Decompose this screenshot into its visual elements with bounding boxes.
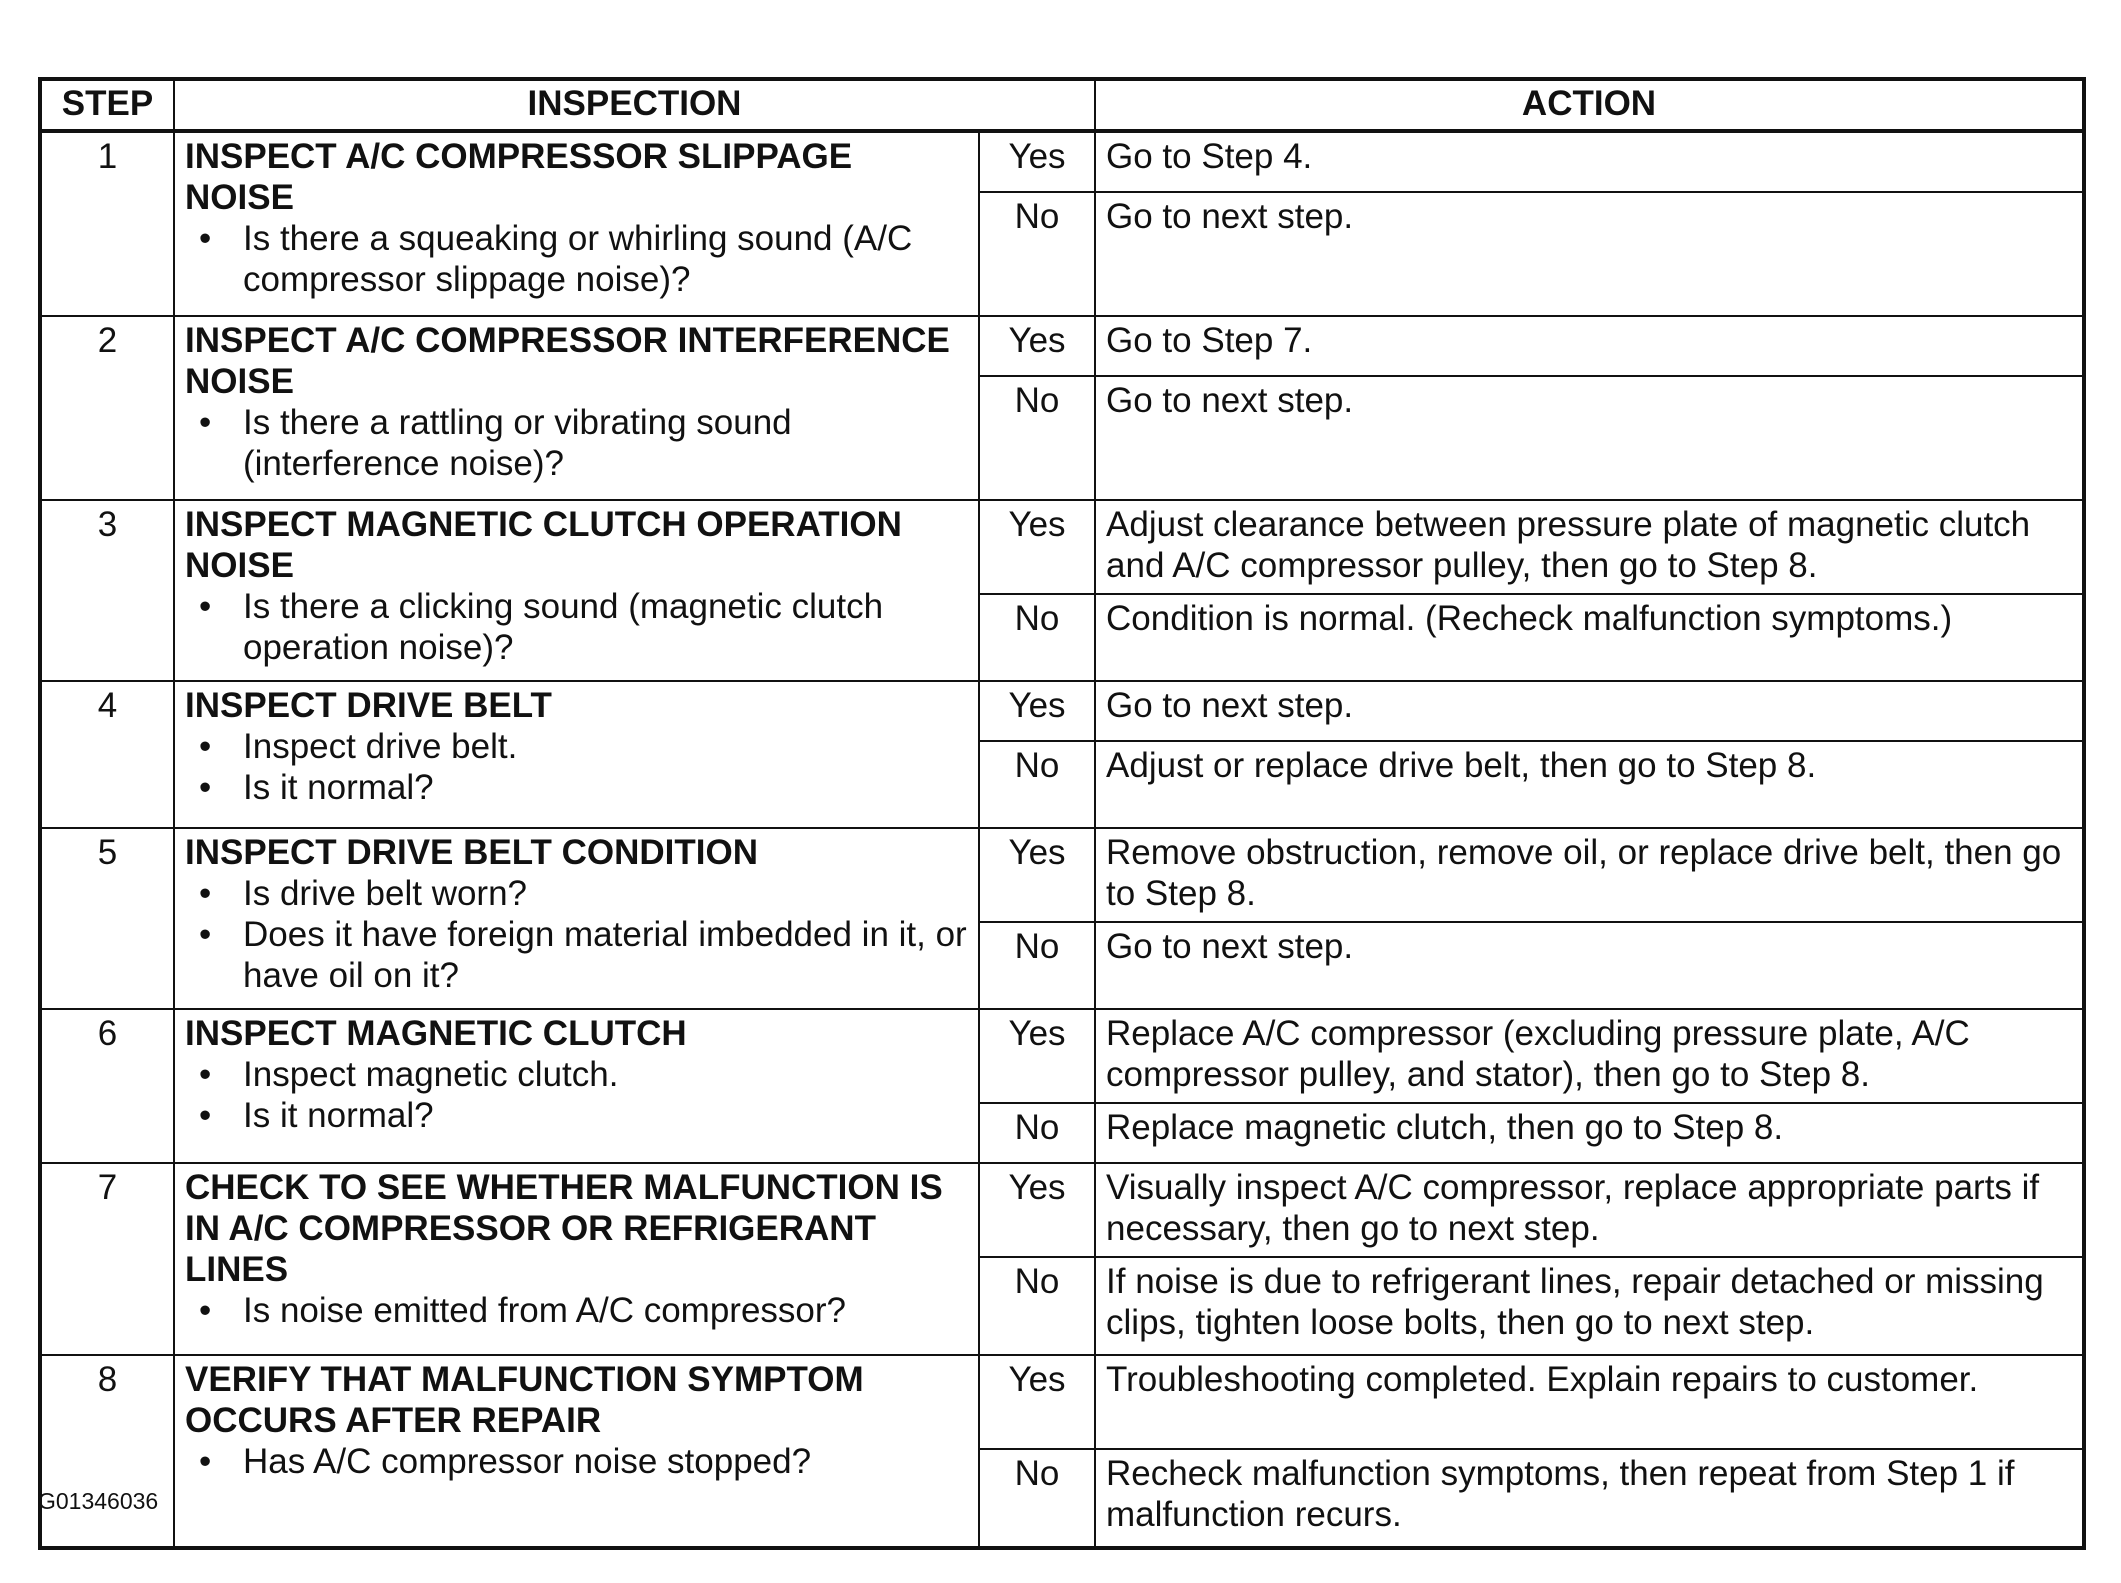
diagnostic-table xyxy=(38,77,2086,1550)
no-action: Go to next step. xyxy=(1095,192,2084,316)
bullet-icon: • xyxy=(199,915,212,954)
inspection-bullet xyxy=(185,1054,968,1095)
inspection-bullet xyxy=(185,767,968,808)
inspection-bullet xyxy=(185,1441,968,1482)
bullet-text: Inspect magnetic clutch. xyxy=(243,1055,619,1094)
yes-action: Adjust clearance between pressure plate of magnetic clutch and A/C compressor pulley, then go to Step 8. xyxy=(1095,500,2084,594)
inspection-title: INSPECT DRIVE BELT xyxy=(185,686,552,725)
yes-label: Yes xyxy=(979,316,1095,376)
inspection-cell xyxy=(174,131,979,316)
no-action: Adjust or replace drive belt, then go to Step 8. xyxy=(1095,741,2084,828)
no-action: If noise is due to refrigerant lines, repair detached or missing clips, tighten loose bolts, then go to next step. xyxy=(1095,1257,2084,1355)
yes-label: Yes xyxy=(979,1355,1095,1449)
step-number: 7 xyxy=(40,1163,174,1355)
inspection-bullet xyxy=(185,726,968,767)
table-row xyxy=(40,1009,2084,1103)
bullet-icon: • xyxy=(199,219,212,258)
table-row xyxy=(40,828,2084,922)
inspection-bullet xyxy=(185,914,968,996)
inspection-title: INSPECT DRIVE BELT CONDITION xyxy=(185,833,758,872)
no-label: No xyxy=(979,1103,1095,1163)
no-action: Condition is normal. (Recheck malfunction symptoms.) xyxy=(1095,594,2084,681)
inspection-bullets xyxy=(185,586,968,668)
yes-action: Visually inspect A/C compressor, replace appropriate parts if necessary, then go to next step. xyxy=(1095,1163,2084,1257)
bullet-text: Inspect drive belt. xyxy=(243,727,518,766)
inspection-bullets xyxy=(185,1290,968,1331)
no-label: No xyxy=(979,1449,1095,1548)
no-label: No xyxy=(979,741,1095,828)
table-row xyxy=(40,1163,2084,1257)
inspection-bullet xyxy=(185,1290,968,1331)
yes-action: Go to Step 7. xyxy=(1095,316,2084,376)
bullet-icon: • xyxy=(199,768,212,807)
step-number: 1 xyxy=(40,131,174,316)
bullet-text: Is it normal? xyxy=(243,1096,434,1135)
inspection-title: INSPECT A/C COMPRESSOR INTERFERENCE NOISE xyxy=(185,321,950,401)
step-number: 2 xyxy=(40,316,174,500)
no-action: Replace magnetic clutch, then go to Step 8. xyxy=(1095,1103,2084,1163)
no-action: Go to next step. xyxy=(1095,922,2084,1009)
table-body xyxy=(40,131,2084,1548)
step-number: 8 xyxy=(40,1355,174,1548)
inspection-bullet xyxy=(185,218,968,300)
yes-label: Yes xyxy=(979,681,1095,741)
inspection-cell xyxy=(174,1163,979,1355)
bullet-text: Does it have foreign material imbedded in it, or have oil on it? xyxy=(243,915,967,995)
bullet-text: Is there a clicking sound (magnetic clutch operation noise)? xyxy=(243,587,884,667)
inspection-bullets xyxy=(185,726,968,808)
no-label: No xyxy=(979,376,1095,500)
inspection-cell xyxy=(174,828,979,1009)
inspection-cell xyxy=(174,1355,979,1548)
inspection-bullet xyxy=(185,402,968,484)
yes-action: Replace A/C compressor (excluding pressure plate, A/C compressor pulley, and stator), then go to Step 8. xyxy=(1095,1009,2084,1103)
yes-action: Go to Step 4. xyxy=(1095,131,2084,192)
table-row xyxy=(40,1355,2084,1449)
yes-label: Yes xyxy=(979,828,1095,922)
table-row xyxy=(40,681,2084,741)
yes-action: Go to next step. xyxy=(1095,681,2084,741)
bullet-text: Is drive belt worn? xyxy=(243,874,528,913)
step-header: STEP xyxy=(40,79,174,131)
inspection-bullet xyxy=(185,1095,968,1136)
bullet-icon: • xyxy=(199,1291,212,1330)
inspection-cell xyxy=(174,500,979,681)
no-action: Go to next step. xyxy=(1095,376,2084,500)
bullet-icon: • xyxy=(199,587,212,626)
bullet-text: Is it normal? xyxy=(243,768,434,807)
yes-label: Yes xyxy=(979,1009,1095,1103)
inspection-title: CHECK TO SEE WHETHER MALFUNCTION IS IN A/C COMPRESSOR OR REFRIGERANT LINES xyxy=(185,1168,943,1289)
bullet-icon: • xyxy=(199,403,212,442)
bullet-icon: • xyxy=(199,727,212,766)
table-row xyxy=(40,131,2084,192)
inspection-bullet xyxy=(185,586,968,668)
bullet-text: Is there a rattling or vibrating sound (interference noise)? xyxy=(243,403,792,483)
table-row xyxy=(40,500,2084,594)
bullet-icon: • xyxy=(199,1442,212,1481)
no-label: No xyxy=(979,594,1095,681)
header-row xyxy=(40,79,2084,131)
bullet-icon: • xyxy=(199,1055,212,1094)
no-label: No xyxy=(979,192,1095,316)
no-label: No xyxy=(979,922,1095,1009)
inspection-bullet xyxy=(185,873,968,914)
inspection-cell xyxy=(174,316,979,500)
inspection-title: INSPECT A/C COMPRESSOR SLIPPAGE NOISE xyxy=(185,137,853,217)
no-label: No xyxy=(979,1257,1095,1355)
action-header: ACTION xyxy=(1095,79,2084,131)
yes-label: Yes xyxy=(979,500,1095,594)
no-action: Recheck malfunction symptoms, then repeat from Step 1 if malfunction recurs. xyxy=(1095,1449,2084,1548)
step-number: 6 xyxy=(40,1009,174,1163)
inspection-bullets xyxy=(185,218,968,300)
step-number: 4 xyxy=(40,681,174,828)
yes-action: Troubleshooting completed. Explain repairs to customer. xyxy=(1095,1355,2084,1449)
inspection-header: INSPECTION xyxy=(174,79,1095,131)
inspection-title: INSPECT MAGNETIC CLUTCH xyxy=(185,1014,687,1053)
yes-label: Yes xyxy=(979,131,1095,192)
step-number: 3 xyxy=(40,500,174,681)
inspection-bullets xyxy=(185,1441,968,1482)
figure-id: G01346036 xyxy=(38,1488,159,1514)
inspection-bullets xyxy=(185,402,968,484)
bullet-text: Has A/C compressor noise stopped? xyxy=(243,1442,812,1481)
bullet-text: Is noise emitted from A/C compressor? xyxy=(243,1291,846,1330)
yes-action: Remove obstruction, remove oil, or replace drive belt, then go to Step 8. xyxy=(1095,828,2084,922)
table-row xyxy=(40,316,2084,376)
step-number: 5 xyxy=(40,828,174,1009)
bullet-icon: • xyxy=(199,874,212,913)
bullet-text: Is there a squeaking or whirling sound (A/C compressor slippage noise)? xyxy=(243,219,913,299)
yes-label: Yes xyxy=(979,1163,1095,1257)
inspection-cell xyxy=(174,1009,979,1163)
inspection-bullets xyxy=(185,873,968,996)
inspection-cell xyxy=(174,681,979,828)
inspection-title: VERIFY THAT MALFUNCTION SYMPTOM OCCURS AFTER REPAIR xyxy=(185,1360,864,1440)
inspection-title: INSPECT MAGNETIC CLUTCH OPERATION NOISE xyxy=(185,505,902,585)
bullet-icon: • xyxy=(199,1096,212,1135)
inspection-bullets xyxy=(185,1054,968,1136)
